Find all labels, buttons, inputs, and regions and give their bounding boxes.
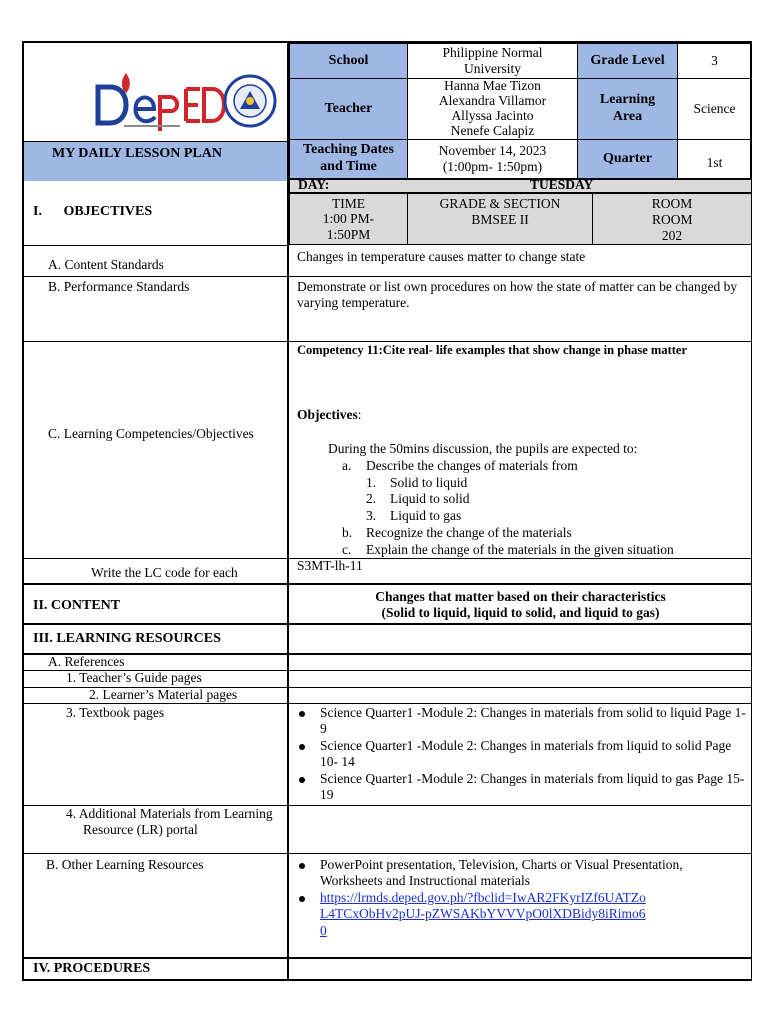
objective-text: Explain the change of the materials in the given situation: [366, 542, 674, 557]
bullet-icon: [299, 777, 305, 783]
teacher-label: Teacher: [289, 78, 408, 140]
objective-subitem: [366, 508, 462, 524]
row-divider: [24, 853, 752, 854]
day-row: [289, 179, 752, 193]
references-label: A. References: [48, 654, 125, 669]
objective-subitem: [366, 475, 468, 491]
teacher-name: Nenefe Calapiz: [450, 122, 535, 138]
teacher-name: Alexandra Villamor: [438, 93, 547, 109]
objective-number: 1.: [366, 475, 377, 490]
textbook-label: 3. Textbook pages: [66, 705, 165, 720]
teacher-name: Allyssa Jacinto: [451, 108, 534, 123]
teaching-dates-label: [289, 139, 408, 179]
school-value-text: Philippine Normal University: [442, 45, 543, 76]
objective-item: [342, 525, 572, 541]
teacher-list: [407, 78, 578, 140]
objectives-subheading: [297, 407, 362, 423]
learning-resources-heading: III. LEARNING RESOURCES: [33, 631, 221, 646]
competencies-label: C. Learning Competencies/Objectives: [48, 426, 254, 441]
teaching-date: November 14, 2023: [438, 142, 547, 158]
objective-letter: a.: [342, 458, 352, 473]
objectives-heading-text: OBJECTIVES: [63, 204, 153, 219]
textbook-item: Science Quarter1 -Module 2: Changes in materials from solid to liquid Page 1-9: [320, 705, 746, 737]
objectives-colon: :: [357, 407, 362, 422]
room-cell: [592, 193, 752, 245]
content-line-1: Changes that matter based on their characteristics: [375, 589, 666, 604]
bullet-icon: [299, 744, 305, 750]
plan-title: MY DAILY LESSON PLAN: [52, 146, 222, 161]
objective-item: [342, 542, 674, 558]
grade-level-label: Grade Level: [577, 43, 678, 79]
teacher-name: Hanna Mae Tizon: [444, 78, 541, 94]
time-range: 1:00 PM- 1:50PM: [322, 211, 375, 242]
quarter-value: [677, 139, 752, 179]
bullet-icon: [299, 863, 305, 869]
objective-text: Describe the changes of materials from: [366, 458, 578, 473]
objective-subitem: [366, 491, 470, 507]
competency-title: Competency 11:Cite real- life examples that show change in phase matter: [297, 343, 687, 357]
bullet-icon: [299, 896, 305, 902]
performance-standards-label: B. Performance Standards: [48, 279, 190, 294]
learning-area-value: Science: [677, 78, 752, 140]
teaching-time: (1:00pm- 1:50pm): [442, 159, 543, 174]
row-divider: [24, 703, 752, 704]
additional-materials-label: 4. Additional Materials from Learning Resource (LR) portal: [66, 806, 273, 838]
procedures-heading: IV. PROCEDURES: [33, 961, 151, 976]
other-resource-item: PowerPoint presentation, Television, Charts or Visual Presentation, Worksheets and Instructional materials: [320, 857, 683, 889]
quarter-label: Quarter: [577, 139, 678, 179]
day-value: TUESDAY: [530, 177, 594, 192]
room-value: ROOM 202: [652, 212, 693, 244]
other-resources-label: B. Other Learning Resources: [46, 857, 204, 872]
bottom-border: [22, 979, 752, 981]
lc-code-label: Write the LC code for each: [91, 565, 238, 580]
objective-text: Recognize the change of the materials: [366, 525, 572, 540]
row-divider: [24, 276, 752, 277]
content-standards-label: A. Content Standards: [48, 257, 164, 272]
bullet-icon: [299, 711, 305, 717]
content-standards-value: Changes in temperature causes matter to change state: [297, 249, 586, 264]
quarter-value-text: 1st: [706, 155, 723, 171]
grade-section-label: GRADE & SECTION: [439, 196, 561, 211]
objectives-heading: [33, 204, 152, 220]
objective-item: [342, 458, 578, 474]
school-label: School: [289, 43, 408, 79]
objective-text: Liquid to solid: [390, 491, 470, 506]
row-divider: [24, 245, 287, 246]
deped-logo-image: [24, 43, 286, 139]
lrmds-link[interactable]: https://lrmds.deped.gov.ph/?fbclid=IwAR2FKyrIZf6UATZoL4TCxObHv2pUJ-pZWSAKbYVVVpO0lXDBidy8iRimo60: [320, 890, 646, 938]
content-line-2: (Solid to liquid, liquid to solid, and liquid to gas): [381, 605, 660, 620]
grade-level-value: 3: [677, 43, 752, 79]
teaching-dates-value: [407, 139, 578, 179]
textbook-item: Science Quarter1 -Module 2: Changes in materials from liquid to solid Page 10- 14: [320, 738, 732, 770]
row-divider: [24, 957, 752, 959]
row-divider: [24, 341, 752, 342]
row-divider: [24, 558, 752, 559]
objective-number: 2.: [366, 491, 377, 506]
objective-letter: b.: [342, 525, 353, 540]
objectives-intro: During the 50mins discussion, the pupils are expected to:: [328, 441, 638, 456]
row-divider: [24, 653, 752, 655]
row-divider: [24, 623, 752, 625]
lc-code-value: S3MT-lh-11: [297, 558, 363, 573]
learning-area-label-text: Learning Area: [599, 92, 656, 124]
objectives-heading-num: I.: [33, 204, 42, 219]
objectives-label: Objectives: [297, 407, 358, 422]
room-label: ROOM: [651, 196, 693, 211]
day-label: DAY:: [298, 177, 330, 192]
deped-logo: [24, 43, 286, 139]
performance-standards-value: Demonstrate or list own procedures on how the state of matter can be changed by varying temperature.: [297, 279, 738, 311]
textbook-item: Science Quarter1 -Module 2: Changes in materials from liquid to gas Page 15- 19: [320, 771, 745, 803]
learning-area-label: [577, 78, 678, 140]
objective-text: Solid to liquid: [390, 475, 468, 490]
school-value: [407, 43, 578, 79]
grade-section-cell: [407, 193, 593, 245]
plan-title-cell: [24, 141, 287, 181]
teacher-guide-label: 1. Teacher’s Guide pages: [66, 670, 202, 685]
time-label: TIME: [332, 195, 365, 211]
grade-section-value: BMSEE II: [471, 212, 529, 228]
objective-number: 3.: [366, 508, 377, 523]
row-divider: [24, 583, 752, 585]
learner-material-label: 2. Learner’s Material pages: [89, 687, 238, 702]
objective-text: Liquid to gas: [390, 508, 462, 523]
content-heading: II. CONTENT: [33, 598, 121, 613]
time-cell: [289, 193, 408, 245]
teaching-dates-label-text: Teaching Dates and Time: [303, 142, 394, 174]
objective-letter: c.: [342, 542, 352, 557]
